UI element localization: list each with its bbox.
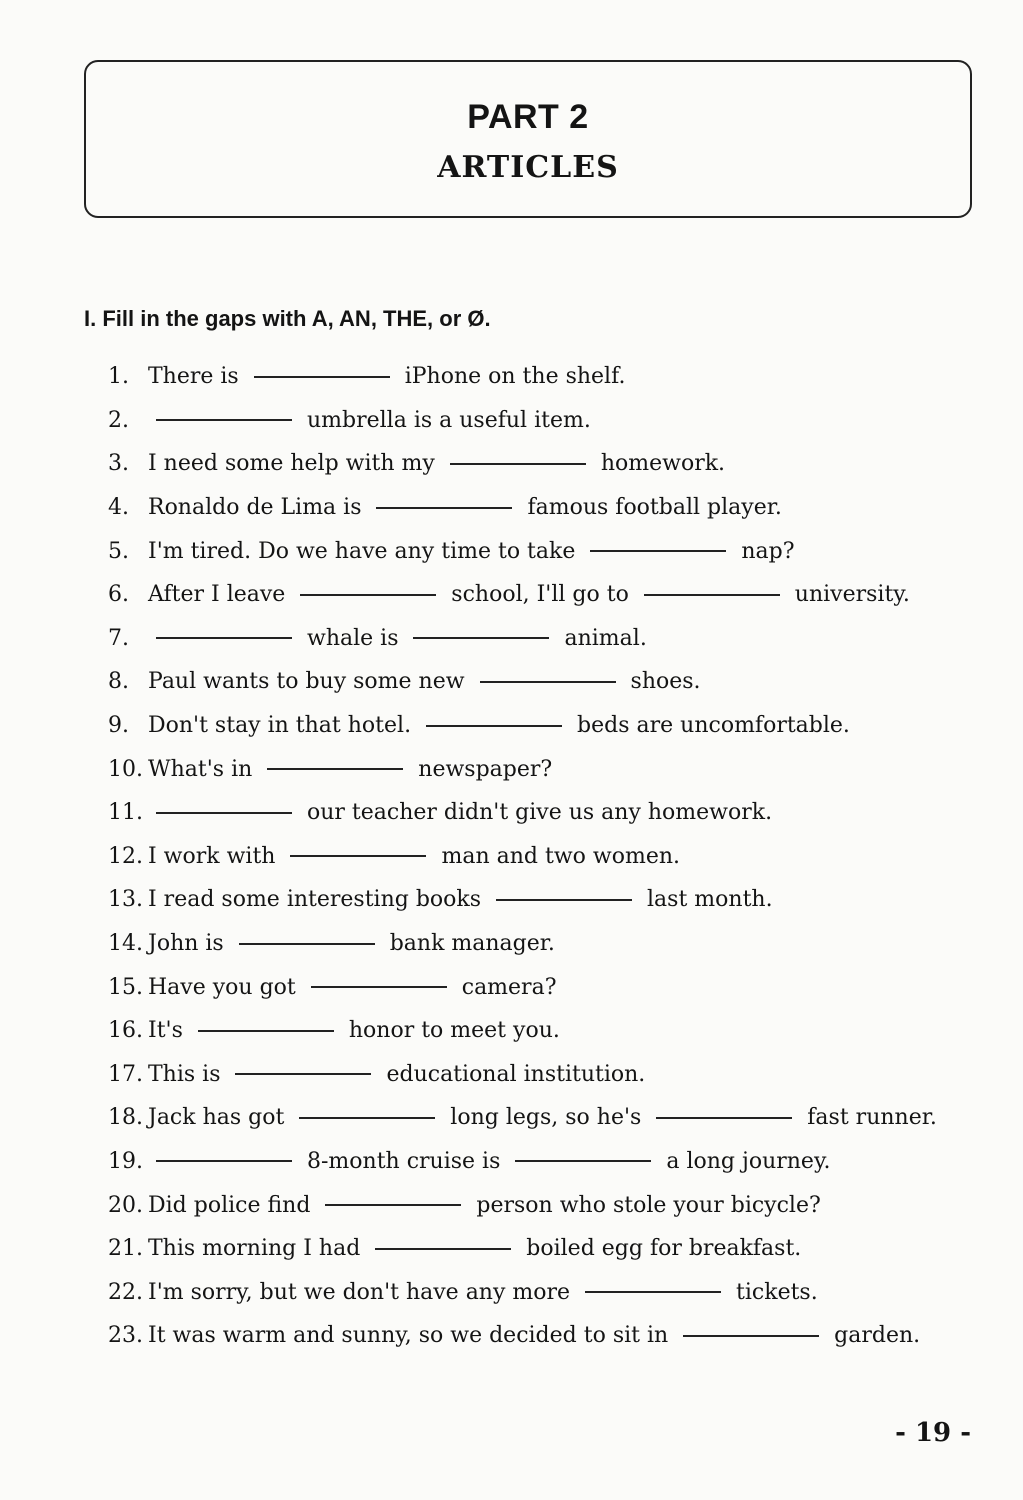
answer-blank[interactable]: [450, 463, 586, 465]
sentence-fragment: whale is: [300, 625, 406, 651]
sentence-fragment: This is: [148, 1061, 228, 1087]
answer-blank[interactable]: [644, 594, 780, 596]
answer-blank[interactable]: [376, 507, 512, 509]
part-title: PART 2: [467, 98, 589, 136]
sentence-fragment: This morning I had: [148, 1236, 368, 1262]
answer-blank[interactable]: [239, 943, 375, 945]
sentence-fragment: Paul wants to buy some new: [148, 669, 472, 695]
answer-blank[interactable]: [480, 681, 616, 683]
sentence-fragment: our teacher didn't give us any homework.: [300, 800, 773, 826]
exercise-item: [108, 1053, 968, 1097]
answer-blank[interactable]: [254, 376, 390, 378]
sentence-fragment: a long journey.: [659, 1148, 831, 1174]
sentence-fragment: garden.: [827, 1323, 921, 1349]
sentence-fragment: newspaper?: [411, 756, 553, 782]
answer-blank[interactable]: [290, 855, 426, 857]
sentence-fragment: camera?: [454, 974, 557, 1000]
exercise-item: [108, 1314, 968, 1358]
answer-blank[interactable]: [156, 637, 292, 639]
sentence-fragment: school, I'll go to: [444, 582, 636, 608]
exercise-item: [108, 1270, 968, 1314]
sentence-fragment: famous football player.: [520, 495, 782, 521]
sentence-fragment: long legs, so he's: [443, 1105, 649, 1131]
sentence-fragment: Don't stay in that hotel.: [148, 713, 419, 739]
exercise-item: [108, 660, 968, 704]
sentence-fragment: I'm sorry, but we don't have any more: [148, 1279, 578, 1305]
sentence-fragment: iPhone on the shelf.: [397, 364, 626, 390]
sentence-fragment: man and two women.: [434, 843, 681, 869]
answer-blank[interactable]: [198, 1030, 334, 1032]
sentence-fragment: I read some interesting books: [148, 887, 489, 913]
exercise-item: [108, 399, 968, 443]
sentence-fragment: After I leave: [148, 582, 293, 608]
exercise-item: [108, 835, 968, 879]
sentence-fragment: Did police find: [148, 1192, 318, 1218]
exercise-number: 19.: [108, 1148, 143, 1174]
answer-blank[interactable]: [156, 812, 292, 814]
exercise-number: 2.: [108, 407, 129, 433]
exercise-item: [108, 1227, 968, 1271]
sentence-fragment: Have you got: [148, 974, 303, 1000]
answer-blank[interactable]: [585, 1291, 721, 1293]
sentence-fragment: Jack has got: [148, 1105, 292, 1131]
exercise-item: [108, 704, 968, 748]
answer-blank[interactable]: [235, 1073, 371, 1075]
section-header-box: [84, 60, 972, 218]
answer-blank[interactable]: [683, 1335, 819, 1337]
exercise-item: [108, 1009, 968, 1053]
sentence-fragment: homework.: [593, 451, 726, 477]
sentence-fragment: I'm tired. Do we have any time to take: [148, 538, 583, 564]
exercise-item: [108, 486, 968, 530]
exercise-item: [108, 878, 968, 922]
exercise-instructions: I. Fill in the gaps with A, AN, THE, or Ø.: [84, 306, 491, 331]
exercise-number: 8.: [108, 669, 129, 695]
exercise-item: [108, 1096, 968, 1140]
exercise-number: 16.: [108, 1018, 143, 1044]
exercise-number: 12.: [108, 843, 143, 869]
sentence-fragment: fast runner.: [800, 1105, 937, 1131]
exercise-number: 10.: [108, 756, 143, 782]
sentence-fragment: It was warm and sunny, so we decided to sit in: [148, 1323, 676, 1349]
sentence-fragment: educational institution.: [379, 1061, 646, 1087]
answer-blank[interactable]: [413, 637, 549, 639]
exercise-item: [108, 1183, 968, 1227]
exercise-number: 11.: [108, 800, 143, 826]
exercise-number: 6.: [108, 582, 129, 608]
sentence-fragment: It's: [148, 1018, 190, 1044]
sentence-fragment: boiled egg for breakfast.: [519, 1236, 802, 1262]
answer-blank[interactable]: [515, 1160, 651, 1162]
exercise-number: 5.: [108, 538, 129, 564]
sentence-fragment: shoes.: [623, 669, 701, 695]
exercise-item: [108, 617, 968, 661]
exercise-item: [108, 573, 968, 617]
exercise-number: 9.: [108, 713, 129, 739]
answer-blank[interactable]: [267, 768, 403, 770]
sentence-fragment: bank manager.: [382, 931, 555, 957]
exercise-number: 15.: [108, 974, 143, 1000]
exercise-number: 18.: [108, 1105, 143, 1131]
exercise-item: [108, 355, 968, 399]
sentence-fragment: honor to meet you.: [341, 1018, 560, 1044]
sentence-fragment: beds are uncomfortable.: [570, 713, 850, 739]
exercise-item: [108, 922, 968, 966]
topic-title: ARTICLES: [437, 150, 619, 185]
sentence-fragment: What's in: [148, 756, 260, 782]
exercise-item: [108, 529, 968, 573]
sentence-fragment: John is: [148, 931, 231, 957]
sentence-fragment: Ronaldo de Lima is: [148, 495, 369, 521]
answer-blank[interactable]: [156, 419, 292, 421]
exercise-number: 23.: [108, 1323, 143, 1349]
answer-blank[interactable]: [426, 725, 562, 727]
exercise-item: [108, 747, 968, 791]
sentence-fragment: umbrella is a useful item.: [300, 407, 591, 433]
exercise-number: 13.: [108, 887, 143, 913]
exercise-list: [108, 355, 968, 1358]
sentence-fragment: There is: [148, 364, 246, 390]
answer-blank[interactable]: [325, 1204, 461, 1206]
exercise-number: 21.: [108, 1236, 143, 1262]
exercise-item: [108, 1140, 968, 1184]
sentence-fragment: university.: [787, 582, 910, 608]
answer-blank[interactable]: [656, 1117, 792, 1119]
exercise-item: [108, 791, 968, 835]
answer-blank[interactable]: [300, 594, 436, 596]
sentence-fragment: tickets.: [729, 1279, 818, 1305]
exercise-number: 22.: [108, 1279, 143, 1305]
exercise-number: 3.: [108, 451, 129, 477]
answer-blank[interactable]: [299, 1117, 435, 1119]
answer-blank[interactable]: [311, 986, 447, 988]
exercise-number: 4.: [108, 495, 129, 521]
sentence-fragment: nap?: [734, 538, 795, 564]
exercise-number: 14.: [108, 931, 143, 957]
exercise-number: 20.: [108, 1192, 143, 1218]
sentence-fragment: last month.: [640, 887, 773, 913]
exercise-number: 7.: [108, 625, 129, 651]
exercise-item: [108, 965, 968, 1009]
exercise-number: 17.: [108, 1061, 143, 1087]
sentence-fragment: person who stole your bicycle?: [469, 1192, 821, 1218]
exercise-number: 1.: [108, 364, 129, 390]
page-number: - 19 -: [895, 1418, 971, 1448]
sentence-fragment: I work with: [148, 843, 283, 869]
sentence-fragment: I need some help with my: [148, 451, 442, 477]
answer-blank[interactable]: [590, 550, 726, 552]
answer-blank[interactable]: [375, 1248, 511, 1250]
answer-blank[interactable]: [496, 899, 632, 901]
exercise-item: [108, 442, 968, 486]
sentence-fragment: animal.: [557, 625, 647, 651]
answer-blank[interactable]: [156, 1160, 292, 1162]
sentence-fragment: 8-month cruise is: [300, 1148, 508, 1174]
